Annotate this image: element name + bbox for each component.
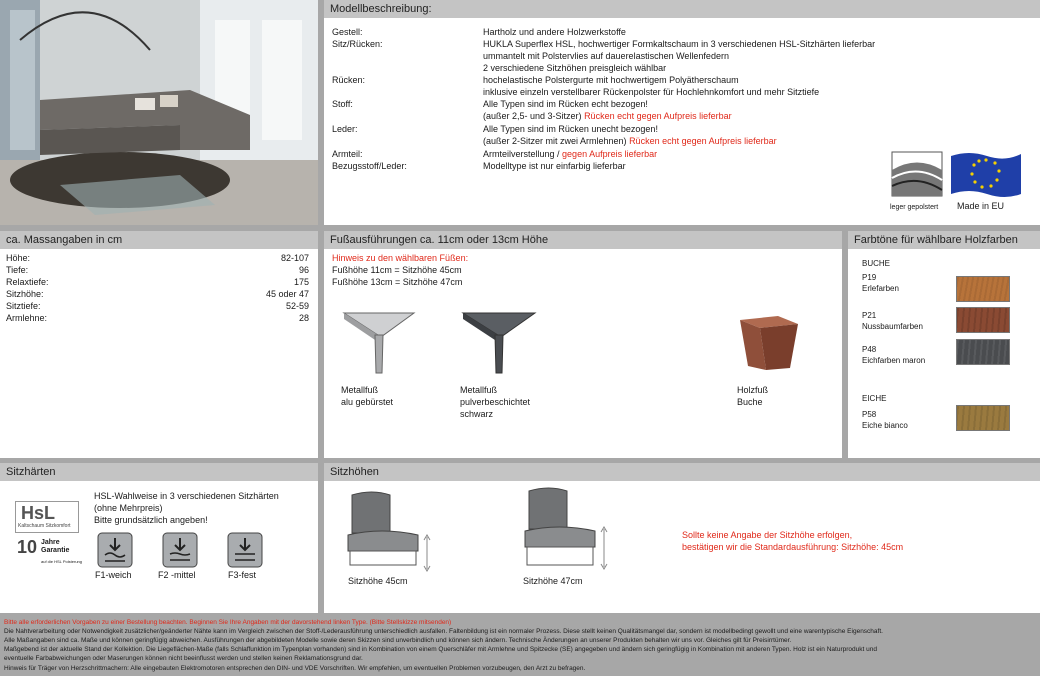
model-row-text: Modelltype ist nur einfarbig lieferbar <box>483 161 626 171</box>
foot-2-line-2: pulverbeschichtet <box>460 397 531 407</box>
measure-value: 82-107 <box>280 253 309 263</box>
measure-label: Armlehne: <box>6 313 48 323</box>
firmness-label: F2 -mittel <box>158 570 196 580</box>
hardness-panel <box>0 463 318 613</box>
model-row-value <box>483 86 819 98</box>
feet-line-1: Fußhöhe 11cm = Sitzhöhe 45cm <box>332 265 462 275</box>
leger-badge <box>890 150 944 212</box>
wood-swatch-p21[interactable] <box>956 307 1010 333</box>
garantie-line-1: Jahre <box>41 539 60 546</box>
hsl-logo-text: HsL <box>21 503 56 523</box>
model-row-value <box>483 38 875 50</box>
footer-notes <box>0 617 1040 676</box>
model-row-text: 2 verschiedene Sitzhöhen preisgleich wählbar <box>483 63 667 73</box>
model-row-value <box>483 98 648 110</box>
footer-line-5: eventuelle Farbabweichungen oder Maserungen können nicht beeinflusst werden und stellen keinen Reklamationsgrund dar. <box>4 655 363 662</box>
model-row-label: Sitz/Rücken: <box>332 39 383 49</box>
model-row-value <box>483 74 739 86</box>
seat-heights-title: Sitzhöhen <box>324 463 1040 481</box>
model-row-value <box>483 62 666 74</box>
wood-group-eiche: EICHE <box>862 394 887 403</box>
measure-label: Relaxtiefe: <box>6 277 49 287</box>
seat-height-note-1: Sollte keine Angabe der Sitzhöhe erfolgen, <box>682 530 853 540</box>
seat-heights-panel <box>324 463 1040 613</box>
model-row-surcharge: Rücken echt gegen Aufpreis lieferbar <box>629 136 777 146</box>
wood-swatch-p19[interactable] <box>956 276 1010 302</box>
measures-title: ca. Massangaben in cm <box>0 231 318 249</box>
model-row-text: (außer 2,5- und 3-Sitzer) <box>483 111 582 121</box>
firmness-label: F1-weich <box>95 570 132 580</box>
wood-foot-icon <box>734 314 804 376</box>
wood-name: Erlefarben <box>862 284 899 293</box>
model-row-value <box>483 123 658 135</box>
firmness-label: F3-fest <box>228 570 257 580</box>
wood-code: P58 <box>862 410 877 419</box>
alu-foot-icon <box>339 311 419 381</box>
garantie-sub: auf die HSL Polsterung <box>41 559 82 564</box>
made-in-eu-label: Made in EU <box>957 201 1005 211</box>
leger-badge-label: leger gepolstert <box>890 204 939 211</box>
model-row-label: Armteil: <box>332 149 363 159</box>
footer-line-3: Alle Maßangaben sind ca. Maße und können geringfügig abweichen. Ausführungen der abgebildeten Modelle sowie deren Skizzen sind unverbindlich und können sich ändern. Technische Änderungen an unserer Produkten behalten wir uns vor. Gleiches gilt für Preisirrtümer. <box>4 637 792 644</box>
measure-value: 45 oder 47 <box>265 289 309 299</box>
hardness-text-3: Bitte grundsätzlich angeben! <box>94 515 208 525</box>
wood-code: P48 <box>862 345 877 354</box>
model-row-value <box>483 160 626 172</box>
model-row-value <box>483 135 777 147</box>
soft-firmness-icon <box>97 532 133 568</box>
model-row-surcharge: gegen Aufpreis lieferbar <box>562 149 658 159</box>
hardness-text-1: HSL-Wahlweise in 3 verschiedenen Sitzhärten <box>94 491 279 501</box>
measure-label: Höhe: <box>6 253 31 263</box>
model-row-label: Gestell: <box>332 27 363 37</box>
seat-height-47-label: Sitzhöhe 47cm <box>523 576 583 586</box>
seat-height-note-2: bestätigen wir die Standardausführung: Sitzhöhe: 45cm <box>682 542 904 552</box>
seat-45-icon <box>342 489 442 574</box>
wood-name: Eiche bianco <box>862 421 908 430</box>
footer-line-4: Maßgebend ist der aktuelle Stand der Kollektion. Die Liegeflächen-Maße (falls Schlaffunktion im Typenplan vorhanden) sind in Kombination von einem Querschläfer mit Armlehne und Spitzecke (SE) angegeben und ändern sich geringfügig in Kombination mit anderen Typen. Holz ist ein Naturprodukt und <box>4 646 877 653</box>
foot-2-line-3: schwarz <box>460 409 494 419</box>
model-row-label: Bezugsstoff/Leder: <box>332 161 407 171</box>
wood-code: P21 <box>862 311 877 320</box>
garantie-number: 10 <box>17 537 38 557</box>
feet-hint: Hinweis zu den wählbaren Füßen: <box>332 253 469 263</box>
feet-line-2: Fußhöhe 13cm = Sitzhöhe 47cm <box>332 277 463 287</box>
wood-name: Nussbaumfarben <box>862 322 923 331</box>
model-row-value <box>483 50 729 62</box>
black-foot-icon <box>459 311 539 381</box>
feet-title: Fußausführungen ca. 11cm oder 13cm Höhe <box>324 231 842 249</box>
wood-name: Eichfarben maron <box>862 356 926 365</box>
foot-2-line-1: Metallfuß <box>460 385 498 395</box>
foot-1-line-2: alu gebürstet <box>341 397 394 407</box>
sofa-photo <box>0 0 318 225</box>
model-row-text: HUKLA Superflex HSL, hochwertiger Formkaltschaum in 3 verschiedenen HSL-Sitzhärten lieferbar <box>483 39 876 49</box>
feet-panel <box>324 231 842 458</box>
seat-height-45-label: Sitzhöhe 45cm <box>348 576 408 586</box>
model-row-text: ummantelt mit Polstervlies auf dauerelastischen Wellenfedern <box>483 51 729 61</box>
made-in-eu-badge <box>949 150 1023 212</box>
wood-code: P19 <box>862 273 877 282</box>
model-row-text: Armteilverstellung / <box>483 149 560 159</box>
eu-flag-icon <box>949 150 1023 198</box>
model-row-text: Hartholz und andere Holzwerkstoffe <box>483 27 626 37</box>
wood-swatch-p58[interactable] <box>956 405 1010 431</box>
model-row-text: Alle Typen sind im Rücken echt bezogen! <box>483 99 648 109</box>
model-row-surcharge: Rücken echt gegen Aufpreis lieferbar <box>584 111 732 121</box>
model-description-title: Modellbeschreibung: <box>324 0 1040 18</box>
garantie-line-2: Garantie <box>41 547 70 554</box>
firm-firmness-icon <box>227 532 263 568</box>
model-row-text: hochelastische Polstergurte mit hochwertigem Polyätherschaum <box>483 75 739 85</box>
model-row-text: Alle Typen sind im Rücken unecht bezogen! <box>483 124 658 134</box>
measure-label: Sitzhöhe: <box>6 289 44 299</box>
hardness-text-2: (ohne Mehrpreis) <box>94 503 163 513</box>
foot-3-line-2: Buche <box>737 397 763 407</box>
model-row-label: Stoff: <box>332 99 353 109</box>
model-description-panel <box>324 0 1040 225</box>
footer-line-6: Hinweis für Träger von Herzschrittmachern: Alle eingebauten Elektromotoren entsprechen den DIN- und VDE Vorschriften. Wir empfehlen, um eventuellen Problemen vorzubeugen, den Arzt zu befragen. <box>4 665 586 672</box>
measure-value: 52-59 <box>285 301 309 311</box>
model-row-label: Leder: <box>332 124 358 134</box>
measure-value: 28 <box>298 313 309 323</box>
garantie-logo <box>15 535 82 569</box>
model-row-label: Rücken: <box>332 75 366 85</box>
model-row-value <box>483 26 626 38</box>
wood-colors-panel <box>848 231 1040 458</box>
wood-group-buche: BUCHE <box>862 259 891 268</box>
measures-panel <box>0 231 318 458</box>
model-row-value <box>483 110 732 122</box>
foot-3-line-1: Holzfuß <box>737 385 769 395</box>
footer-line-2: Die Nahtverarbeitung oder Notwendigkeit zusätzlicher/geänderter Nähte kann im Vergleich zwischen der Stoff-/Lederausführung unterschiedlich ausfallen. Faltenbildung ist ein normaler Prozess. Diese stellt keinen Qualitätsmangel dar, sondern ist modellbedingt gewollt und eine warentypische Eigenschaft. <box>4 628 883 635</box>
sofa-room-image <box>0 0 318 225</box>
measure-value: 175 <box>293 277 309 287</box>
measure-label: Sitztiefe: <box>6 301 41 311</box>
wood-swatch-p48[interactable] <box>956 339 1010 365</box>
footer-line-1: Bitte alle erforderlichen Vorgaben zu einer Bestellung beachten. Beginnen Sie Ihre Angaben mit der davorstehend linken Type. (Bitte Stellskizze mitsenden) <box>4 619 452 626</box>
hsl-logo-sub: Kaltschaum Sitzkomfort <box>18 523 71 529</box>
hsl-logo <box>15 501 79 533</box>
foot-1-line-1: Metallfuß <box>341 385 379 395</box>
measure-label: Tiefe: <box>6 265 29 275</box>
cushion-icon <box>890 150 944 198</box>
model-row-value <box>483 148 657 160</box>
model-row-text: inklusive einzeln verstellbarer Rückenpolster für Hochlehnkomfort und mehr Sitztiefe <box>483 87 820 97</box>
seat-47-icon <box>519 485 619 570</box>
model-row-text: (außer 2-Sitzer mit zwei Armlehnen) <box>483 136 627 146</box>
medium-firmness-icon <box>162 532 198 568</box>
wood-colors-title: Farbtöne für wählbare Holzfarben <box>848 231 1040 249</box>
hardness-title: Sitzhärten <box>0 463 318 481</box>
measure-value: 96 <box>298 265 309 275</box>
